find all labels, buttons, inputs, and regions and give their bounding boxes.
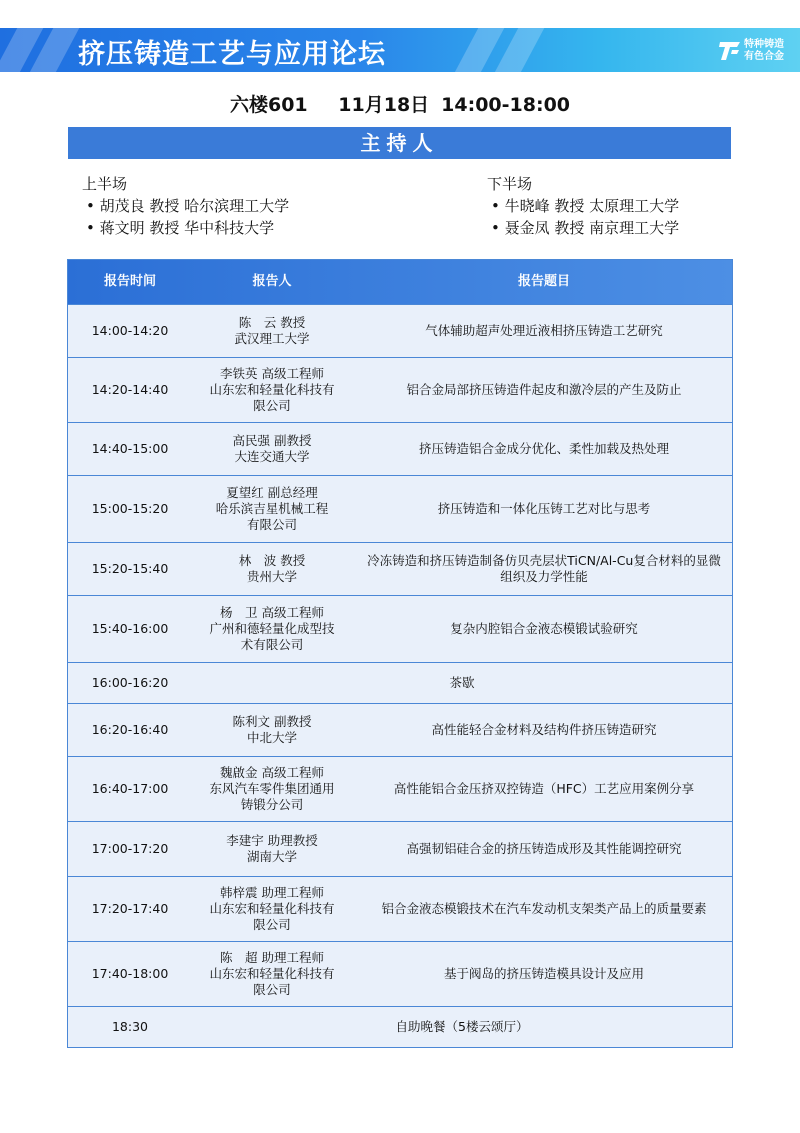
row-time: 17:40-18:00 <box>91 966 169 981</box>
break-label: 茶歇 <box>449 675 475 690</box>
header-banner <box>0 28 800 72</box>
row-time: 16:20-16:40 <box>91 722 169 737</box>
row-topic: 挤压铸造和一体化压铸工艺对比与思考 <box>437 501 651 516</box>
session-meta <box>0 90 800 117</box>
row-time: 17:20-17:40 <box>91 901 169 916</box>
header-time: 报告时间 <box>103 274 156 289</box>
row-time: 14:20-14:40 <box>91 382 169 397</box>
row-time: 15:20-15:40 <box>91 561 169 576</box>
row-topic: 复杂内腔铝合金液态模锻试验研究 <box>450 621 638 636</box>
row-speaker: 魏啟金 高级工程师 东风汽车零件集团通用 铸锻分公司 <box>209 765 335 812</box>
logo <box>718 38 792 64</box>
row-topic: 高性能轻合金材料及结构件挤压铸造研究 <box>431 722 657 737</box>
table-row <box>68 422 732 475</box>
hosts-second-half-label: 下半场 <box>487 175 533 193</box>
table-row <box>68 357 732 422</box>
hosts-second-half <box>485 173 679 239</box>
row-topic: 气体辅助超声处理近液相挤压铸造工艺研究 <box>425 323 663 338</box>
table-row <box>68 304 732 357</box>
room: 六楼601 <box>229 94 308 116</box>
host-item: • 牛晓峰 教授 太原理工大学 <box>491 197 680 215</box>
table-row <box>68 756 732 821</box>
row-time: 14:00-14:20 <box>91 323 169 338</box>
row-time: 14:40-15:00 <box>91 441 169 456</box>
row-speaker: 夏望红 副总经理 哈乐滨吉星机械工程 有限公司 <box>215 485 329 532</box>
row-speaker: 高民强 副教授 大连交通大学 <box>232 433 312 464</box>
table-row <box>68 821 732 876</box>
page-title: 挤压铸造工艺与应用论坛 <box>78 39 386 70</box>
table-row <box>68 542 732 595</box>
host-section-title: 主持人 <box>68 127 731 159</box>
header-speaker: 报告人 <box>252 274 292 289</box>
row-time: 15:00-15:20 <box>91 501 169 516</box>
row-topic: 基于阀岛的挤压铸造模具设计及应用 <box>443 966 644 981</box>
host-item: • 蒋文明 教授 华中科技大学 <box>86 219 275 237</box>
row-topic: 冷冻铸造和挤压铸造制备仿贝壳层状TiCN/Al-Cu复合材料的显微组织及力学性能 <box>367 553 721 584</box>
row-topic: 高性能铝合金压挤双控铸造（HFC）工艺应用案例分享 <box>393 781 695 796</box>
hosts-first-half <box>80 173 289 239</box>
row-speaker: 陈 超 助理工程师 山东宏和轻量化科技有 限公司 <box>209 950 335 997</box>
row-time: 17:00-17:20 <box>91 841 169 856</box>
table-header <box>68 260 732 304</box>
row-speaker: 韩梓震 助理工程师 山东宏和轻量化科技有 限公司 <box>209 885 335 932</box>
row-speaker: 陈利文 副教授 中北大学 <box>232 714 312 745</box>
row-topic: 铝合金液态模锻技术在汽车发动机支架类产品上的质量要素 <box>381 901 707 916</box>
logo-line-2: 有色合金 <box>744 51 784 62</box>
row-topic: 挤压铸造铝合金成分优化、柔性加载及热处理 <box>418 441 669 456</box>
table-row <box>68 475 732 542</box>
logo-icon <box>718 38 742 62</box>
hosts-first-half-label: 上半场 <box>82 175 128 193</box>
host-item: • 聂金凤 教授 南京理工大学 <box>491 219 680 237</box>
date: 11月18日 <box>338 94 430 116</box>
table-row <box>68 941 732 1006</box>
table-row-break <box>68 662 732 703</box>
logo-line-1: 特种铸造 <box>744 39 784 50</box>
row-time: 15:40-16:00 <box>91 621 169 636</box>
header-topic: 报告题目 <box>517 274 570 289</box>
table-row <box>68 876 732 941</box>
row-topic: 高强韧铝硅合金的挤压铸造成形及其性能调控研究 <box>406 841 682 856</box>
row-speaker: 杨 卫 高级工程师 广州和德轻量化成型技 术有限公司 <box>209 605 335 652</box>
row-time: 16:00-16:20 <box>91 675 169 690</box>
table-row <box>68 703 732 756</box>
row-speaker: 李铁英 高级工程师 山东宏和轻量化科技有 限公司 <box>209 366 335 413</box>
schedule-table <box>67 259 733 1048</box>
row-time: 16:40-17:00 <box>91 781 169 796</box>
host-item: • 胡茂良 教授 哈尔滨理工大学 <box>86 197 290 215</box>
row-speaker: 李建宇 助理教授 湖南大学 <box>226 833 318 864</box>
table-row-break <box>68 1006 732 1047</box>
row-time: 18:30 <box>111 1019 149 1034</box>
table-row <box>68 595 732 662</box>
break-label: 自助晚餐（5楼云颂厅） <box>395 1019 529 1034</box>
row-speaker: 陈 云 教授 武汉理工大学 <box>234 315 310 346</box>
row-speaker: 林 波 教授 贵州大学 <box>238 553 306 584</box>
time-range: 14:00-18:00 <box>441 94 571 116</box>
row-topic: 铝合金局部挤压铸造件起皮和激冷层的产生及防止 <box>406 382 682 397</box>
